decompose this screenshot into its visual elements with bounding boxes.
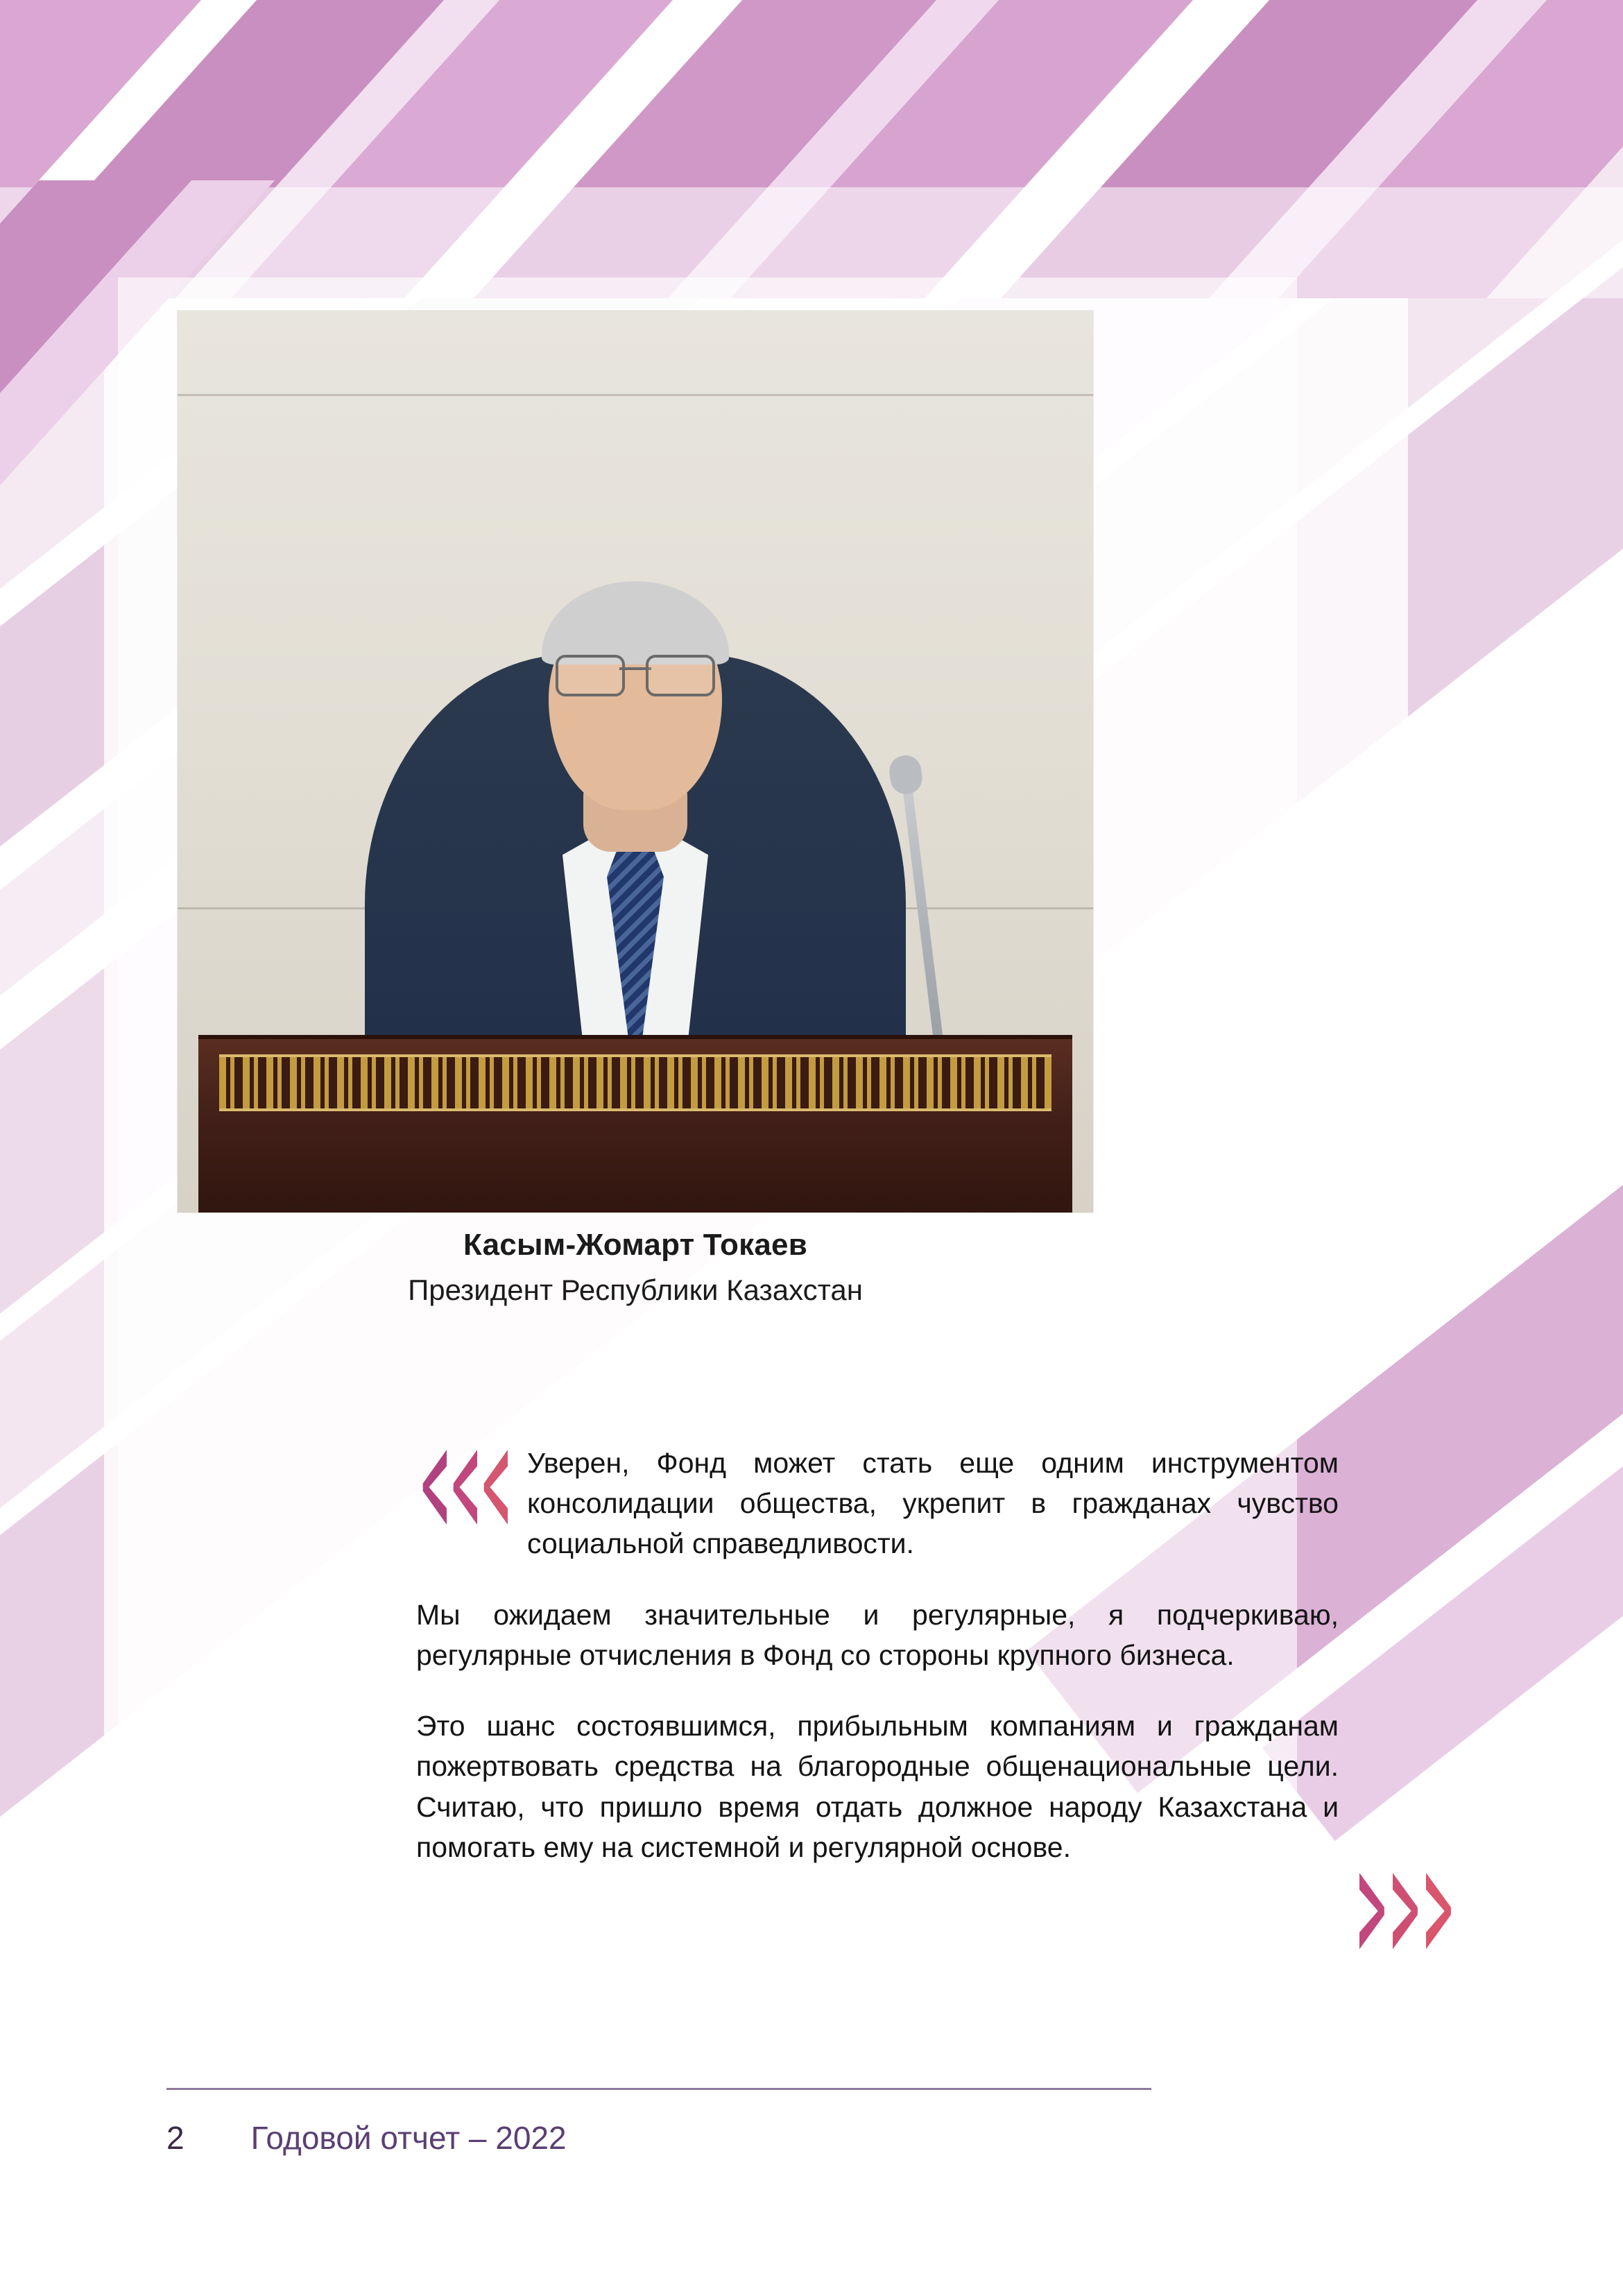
page-number: 2 xyxy=(166,2120,184,2156)
glasses-lens-right xyxy=(646,655,715,696)
quote-block xyxy=(416,1443,1339,1867)
quote-open-chevron xyxy=(416,1450,447,1525)
quote-paragraph: Мы ожидаем значительные и регулярные, я подчеркиваю, регулярные отчисления в Фонд со стороны крупного бизнеса. xyxy=(416,1598,1339,1671)
photo-canvas xyxy=(178,311,1093,1213)
quote-paragraph: Уверен, Фонд может стать еще одним инструментом консолидации общества, укрепит в гражданах чувство социальной справедливости. xyxy=(527,1447,1339,1560)
glasses-lens-left xyxy=(556,655,625,696)
quote-open-chevron xyxy=(447,1450,477,1525)
quote-open-icon xyxy=(416,1450,513,1526)
photo-podium xyxy=(198,1035,1072,1213)
footer-title: Годовой отчет – 2022 xyxy=(250,2120,567,2156)
quote-close-chevron xyxy=(1426,1873,1458,1949)
footer xyxy=(166,2119,567,2157)
quote-close-chevron xyxy=(1359,1873,1391,1949)
footer-divider xyxy=(166,2088,1151,2090)
bg-chevron-band xyxy=(0,0,1623,298)
photo-glasses xyxy=(556,655,715,694)
quote-first-paragraph-row xyxy=(416,1443,1339,1564)
photo-caption xyxy=(178,1228,1093,1307)
photo-podium-ornament xyxy=(219,1054,1051,1111)
quote-paragraph: Это шанс состоявшимся, прибыльным компаниям и гражданам пожертвовать средства на благородные общенациональные цели. Считаю, что пришло время отдать должное народу Казахстана и помогать ему на системной и регулярной основе. xyxy=(416,1710,1339,1863)
caption-name: Касым-Жомарт Токаев xyxy=(463,1228,807,1262)
caption-role: Президент Республики Казахстан xyxy=(408,1274,863,1306)
president-photo xyxy=(178,311,1093,1213)
quote-close-chevron xyxy=(1393,1873,1425,1949)
quote-open-chevron xyxy=(477,1450,508,1525)
photo-wall-line xyxy=(178,394,1093,396)
quote-close-icon xyxy=(1359,1873,1463,1951)
